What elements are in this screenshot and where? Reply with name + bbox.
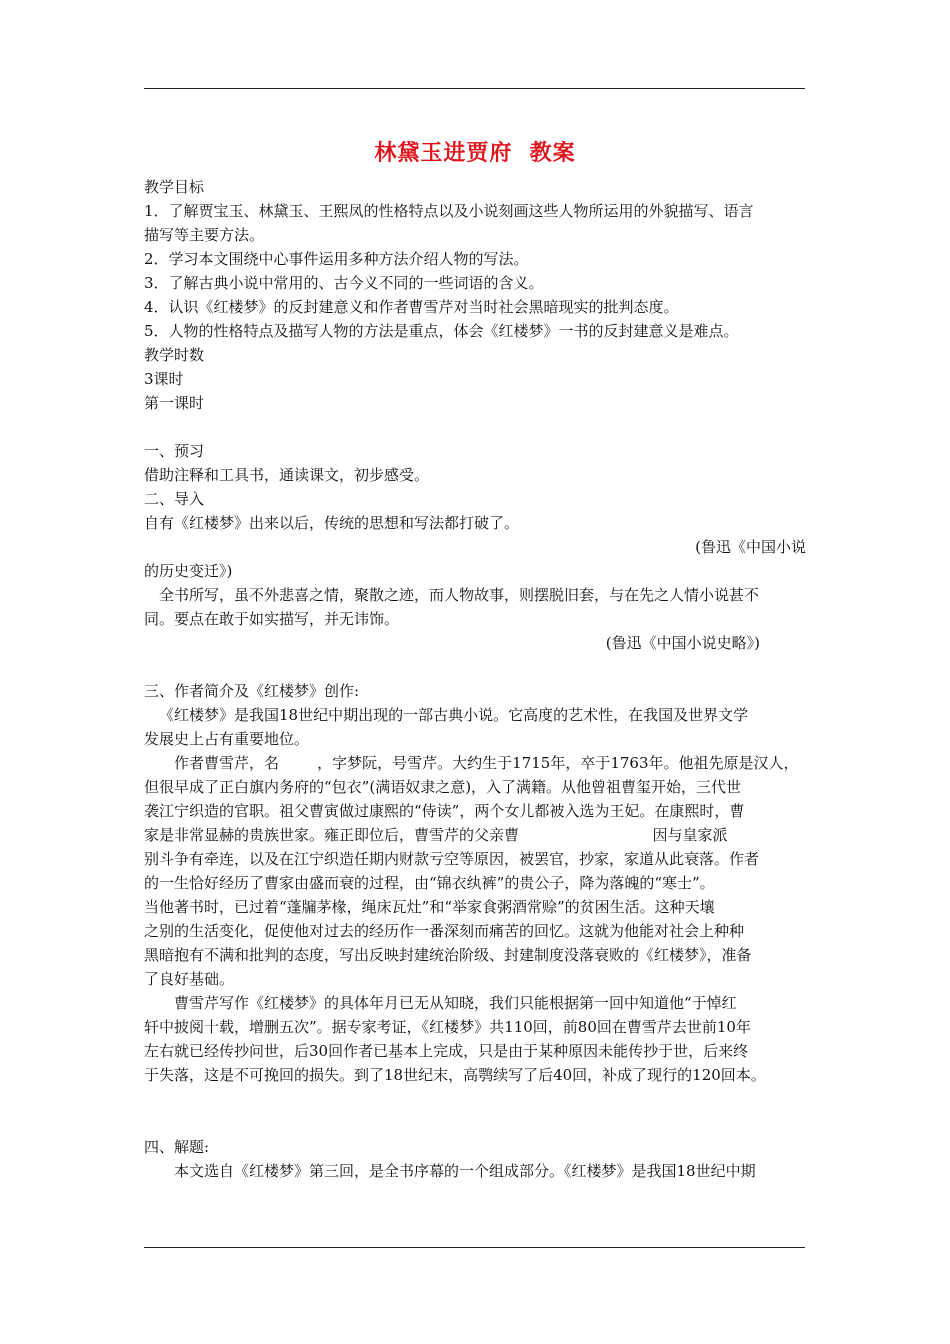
text-line: (鲁迅《中国小说	[695, 538, 806, 556]
text-line: 4．认识《红楼梦》的反封建意义和作者曹雪芹对当时社会黑暗现实的批判态度。	[144, 298, 679, 316]
text-line: 借助注释和工具书，通读课文，初步感受。	[144, 466, 430, 484]
text-line: 1．了解贾宝玉、林黛玉、王熙凤的性格特点以及小说刻画这些人物所运用的外貌描写、语言	[144, 202, 754, 220]
text-line: 四、解题:	[144, 1138, 210, 1156]
text-line: 黑暗抱有不满和批判的态度，写出反映封建统治阶级、封建制度没落衰败的《红楼梦》，准备	[144, 946, 752, 964]
text-line: 发展史上占有重要地位。	[144, 730, 310, 748]
text-line: 作者曹雪芹，名 ，字梦阮，号雪芹。大约生于1715年，卒于1763年。他祖先原是汉人，	[174, 754, 799, 772]
header-rule	[144, 88, 805, 89]
text-line: 3．了解古典小说中常用的、古今义不同的一些词语的含义。	[144, 274, 544, 292]
text-line: 的一生恰好经历了曹家由盛而衰的过程，由“锦衣纨裤”的贵公子，降为落魄的“寒士”。	[144, 874, 715, 892]
text-line: 当他著书时，已过着“蓬牖茅椽，绳床瓦灶”和“举家食粥酒常赊”的贫困生活。这种天壤	[144, 898, 715, 916]
text-line: 的历史变迁》)	[144, 562, 233, 580]
text-line: 5．人物的性格特点及描写人物的方法是重点，体会《红楼梦》一书的反封建意义是难点。	[144, 322, 739, 340]
text-line: 教学目标	[144, 178, 205, 196]
text-line: 2．学习本文围绕中心事件运用多种方法介绍人物的写法。	[144, 250, 529, 268]
text-line: 之别的生活变化，促使他对过去的经历作一番深刻而痛苦的回忆。这就为他能对社会上种种	[144, 922, 745, 940]
text-line: 自有《红楼梦》出来以后，传统的思想和写法都打破了。	[144, 514, 520, 532]
document-title: 林黛玉进贾府 教案	[374, 140, 576, 166]
text-line: 于失落，这是不可挽回的损失。到了18世纪末，高鹗续写了后40回，补成了现行的120回本。	[144, 1066, 766, 1084]
text-line: 同。要点在敢于如实描写，并无讳饰。	[144, 610, 400, 628]
text-line: 左右就已经传抄问世，后30回作者已基本上完成，只是由于某种原因未能传抄于世，后来终	[144, 1042, 749, 1060]
text-line: (鲁迅《中国小说史略》)	[605, 634, 760, 652]
text-line: 曹雪芹写作《红楼梦》的具体年月已无从知晓，我们只能根据第一回中知道他“于悼红	[174, 994, 737, 1012]
text-line: 第一课时	[144, 394, 205, 412]
text-line: 袭江宁织造的官职。祖父曹寅做过康熙的“侍读”，两个女儿都被入选为王妃。在康熙时，曹	[144, 802, 745, 820]
text-line: 3课时	[144, 370, 184, 388]
text-line: 轩中披阅十载，增删五次”。据专家考证，《红楼梦》共110回，前80回在曹雪芹去世前10年	[144, 1018, 751, 1036]
document-body	[144, 175, 806, 1183]
blank-line	[144, 1087, 806, 1111]
text-line: 别斗争有牵连，以及在江宁织造任期内财款亏空等原因，被罢官，抄家，家道从此衰落。作者	[144, 850, 760, 868]
text-line: 本文选自《红楼梦》第三回，是全书序幕的一个组成部分。《红楼梦》是我国18世纪中期	[174, 1162, 756, 1180]
text-line: 二、导入	[144, 490, 205, 508]
footer-rule	[144, 1247, 805, 1248]
text-line: 家是非常显赫的贵族世家。雍正即位后，曹雪芹的父亲曹 因与皇家派	[144, 826, 728, 844]
text-line: 但很早成了正白旗内务府的“包衣”(满语奴隶之意)，入了满籍。从他曾祖曹玺开始，三代世	[144, 778, 742, 796]
text-line: 教学时数	[144, 346, 205, 364]
blank-line	[144, 655, 806, 679]
text-line: 《红楼梦》是我国18世纪中期出现的一部古典小说。它高度的艺术性，在我国及世界文学	[159, 706, 749, 724]
text-line: 一、预习	[144, 442, 205, 460]
text-line: 三、作者简介及《红楼梦》创作:	[144, 682, 360, 700]
blank-line	[144, 1111, 806, 1135]
text-line: 了良好基础。	[144, 970, 235, 988]
text-line: 描写等主要方法。	[144, 226, 265, 244]
text-line: 全书所写，虽不外悲喜之情，聚散之迹，而人物故事，则摆脱旧套，与在先之人情小说甚不	[159, 586, 760, 604]
blank-line	[144, 415, 806, 439]
